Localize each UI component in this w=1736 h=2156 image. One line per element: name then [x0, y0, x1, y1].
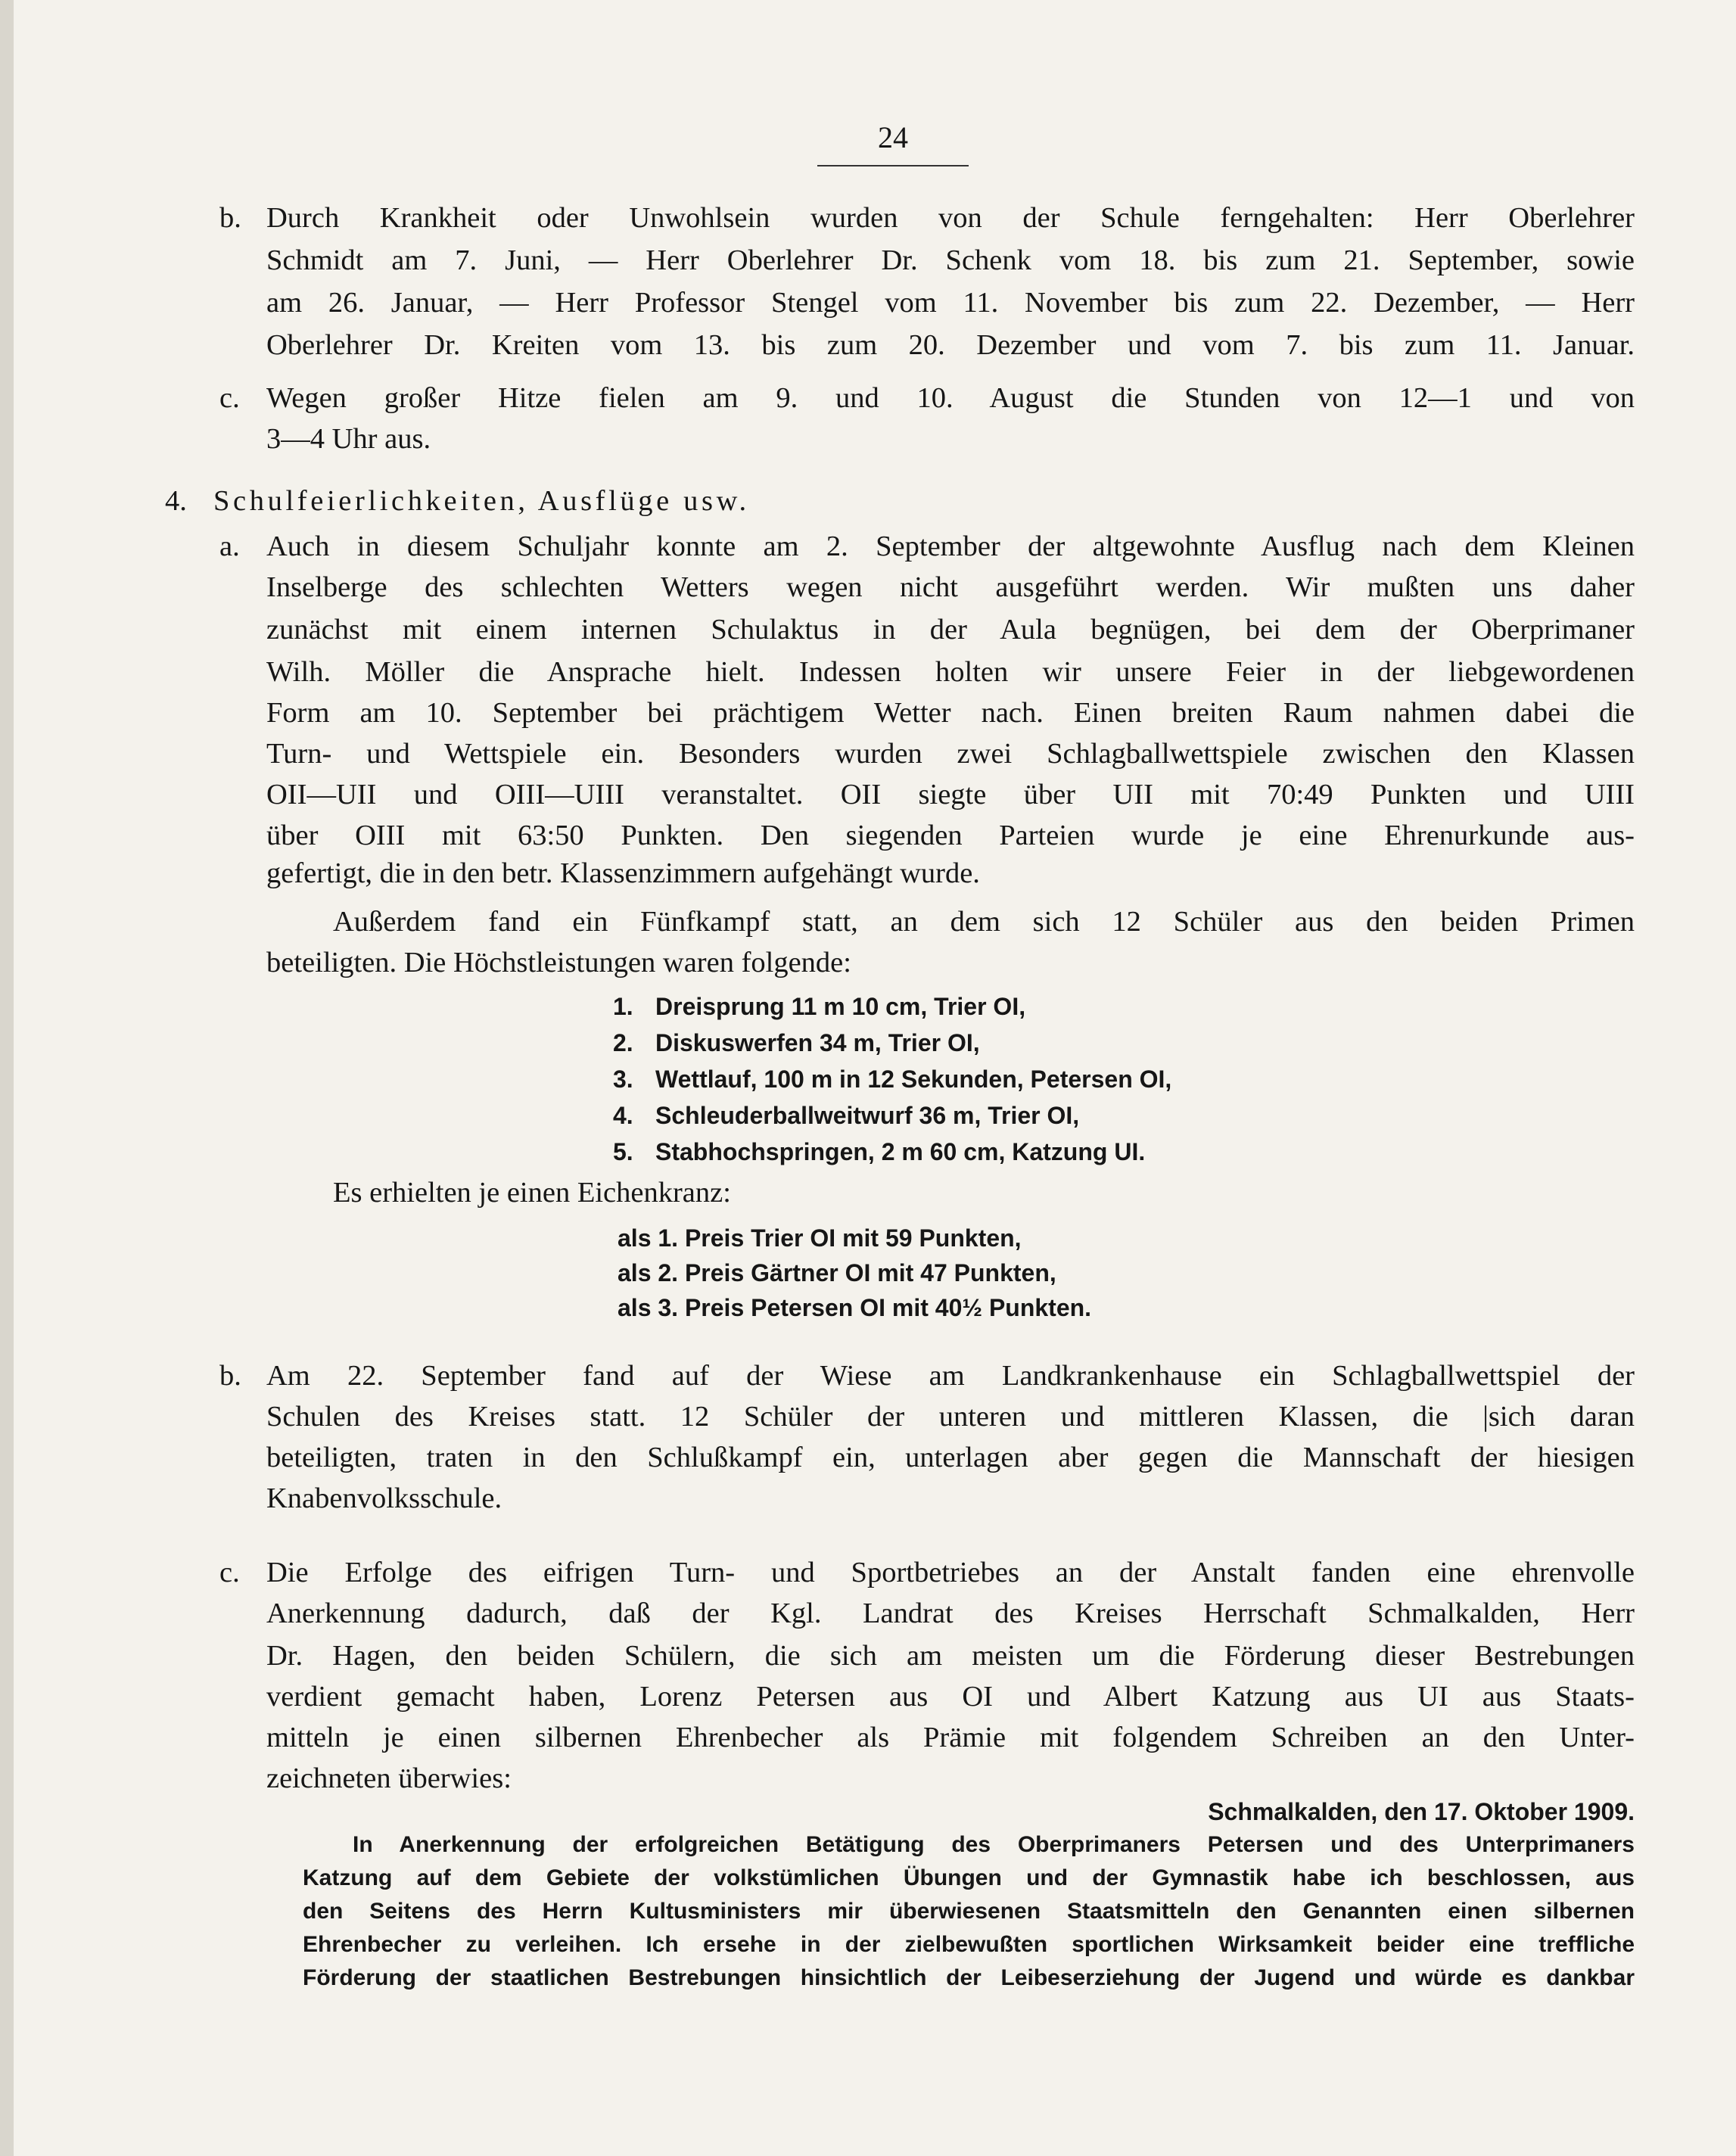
section-4-a-line-5: Form am 10. September bei prächtigem Wetter nach. Einen breiten Raum nahmen dabei die	[266, 697, 1635, 729]
record-5-number: 5.	[613, 1138, 633, 1165]
section-4-title: Schulfeierlichkeiten, Ausflüge usw.	[213, 485, 750, 517]
section-4-b-line-4: Knabenvolksschule.	[266, 1482, 502, 1514]
section-4-c-line-6: zeichneten überwies:	[266, 1762, 512, 1794]
section-4-a-line-3: zunächst mit einem internen Schulaktus in der Aula begnügen, bei dem der Oberprimaner	[266, 614, 1635, 646]
letter-line-5: Förderung der staatlichen Bestrebungen hinsichtlich der Leibeserziehung der Jugend und würde es dankbar	[303, 1965, 1635, 1990]
eichenkranz-line: Es erhielten je einen Eichenkranz:	[333, 1177, 731, 1209]
item-b-line-3: am 26. Januar, — Herr Professor Stengel vom 11. November bis zum 22. Dezember, — Herr	[266, 287, 1635, 319]
item-c-label: c.	[219, 382, 240, 414]
scan-gutter	[0, 0, 14, 2156]
section-4-c-line-1: Die Erfolge des eifrigen Turn- und Sportbetriebes an der Anstalt fanden eine ehrenvolle	[266, 1557, 1635, 1588]
record-1	[613, 987, 1025, 1026]
section-4-c-line-4: verdient gemacht haben, Lorenz Petersen aus OI und Albert Katzung aus UI aus Staats-	[266, 1681, 1635, 1713]
section-4-number: 4.	[165, 485, 187, 517]
record-2-text: Diskuswerfen 34 m, Trier OI,	[655, 1029, 980, 1056]
section-4-a-line-9: gefertigt, die in den betr. Klassenzimmern aufgehängt wurde.	[266, 857, 980, 889]
letter-line-4: Ehrenbecher zu verleihen. Ich ersehe in der zielbewußten sportlichen Wirksamkeit beider eine treffliche	[303, 1932, 1635, 1957]
record-1-number: 1.	[613, 993, 633, 1020]
record-5	[613, 1132, 1145, 1171]
section-4-b-line-1: Am 22. September fand auf der Wiese am Landkrankenhause ein Schlagballwettspiel der	[266, 1360, 1635, 1392]
record-2	[613, 1023, 980, 1062]
record-1-text: Dreisprung 11 m 10 cm, Trier OI,	[655, 993, 1026, 1020]
record-2-number: 2.	[613, 1029, 633, 1056]
record-4-number: 4.	[613, 1102, 633, 1129]
letter-line-1: In Anerkennung der erfolgreichen Betätigung des Oberprimaners Petersen und des Unterprimaners	[353, 1832, 1635, 1857]
section-4-c-line-3: Dr. Hagen, den beiden Schülern, die sich am meisten um die Förderung dieser Bestrebungen	[266, 1640, 1635, 1672]
prize-3: als 3. Preis Petersen OI mit 40½ Punkten.	[618, 1294, 1092, 1321]
section-4-c-label: c.	[219, 1557, 240, 1588]
section-4-a-line-4: Wilh. Möller die Ansprache hielt. Indessen holten wir unsere Feier in der liebgewordenen	[266, 656, 1635, 688]
letter-date: Schmalkalden, den 17. Oktober 1909.	[1208, 1798, 1635, 1825]
section-4-a-line-6: Turn- und Wettspiele ein. Besonders wurden zwei Schlagballwettspiele zwischen den Klassen	[266, 738, 1635, 770]
section-4-a-label: a.	[219, 530, 240, 562]
record-4	[613, 1096, 1079, 1135]
letter-line-2: Katzung auf dem Gebiete der volkstümlichen Übungen und der Gymnastik habe ich beschlossen, aus	[303, 1865, 1635, 1890]
section-4-a-line-8: über OIII mit 63:50 Punkten. Den siegenden Parteien wurde je eine Ehrenurkunde aus-	[266, 820, 1635, 851]
prize-2: als 2. Preis Gärtner OI mit 47 Punkten,	[618, 1259, 1056, 1286]
section-4-c-line-5: mitteln je einen silbernen Ehrenbecher als Prämie mit folgendem Schreiben an den Unter-	[266, 1722, 1635, 1753]
page-number-rule	[817, 165, 969, 166]
section-4-b-line-3: beteiligten, traten in den Schlußkampf ein, unterlagen aber gegen die Mannschaft der hiesigen	[266, 1442, 1635, 1473]
page-number: 24	[878, 120, 908, 154]
item-c-line-1: Wegen großer Hitze fielen am 9. und 10. August die Stunden von 12—1 und von	[266, 382, 1635, 414]
record-3-number: 3.	[613, 1066, 633, 1093]
fuenfkampf-line-2: beteiligten. Die Höchstleistungen waren folgende:	[266, 947, 851, 978]
section-4-a-line-7: OII—UII und OIII—UIII veranstaltet. OII siegte über UII mit 70:49 Punkten und UIII	[266, 779, 1635, 810]
section-4-b-label: b.	[219, 1360, 241, 1392]
item-b-label: b.	[219, 202, 241, 234]
section-4-b-line-2: Schulen des Kreises statt. 12 Schüler der unteren und mittleren Klassen, die |sich daran	[266, 1401, 1635, 1433]
item-b-line-4: Oberlehrer Dr. Kreiten vom 13. bis zum 20. Dezember und vom 7. bis zum 11. Januar.	[266, 329, 1635, 361]
fuenfkampf-line-1: Außerdem fand ein Fünfkampf statt, an dem sich 12 Schüler aus den beiden Primen	[333, 906, 1635, 938]
prize-1: als 1. Preis Trier OI mit 59 Punkten,	[618, 1224, 1022, 1252]
item-b-line-2: Schmidt am 7. Juni, — Herr Oberlehrer Dr. Schenk vom 18. bis zum 21. September, sowie	[266, 244, 1635, 276]
section-4-c-line-2: Anerkennung dadurch, daß der Kgl. Landrat des Kreises Herrschaft Schmalkalden, Herr	[266, 1598, 1635, 1629]
record-3	[613, 1059, 1171, 1099]
letter-line-3: den Seitens des Herrn Kultusministers mir überwiesenen Staatsmitteln den Genannten einen silbernen	[303, 1899, 1635, 1924]
record-5-text: Stabhochspringen, 2 m 60 cm, Katzung UI.	[655, 1138, 1146, 1165]
record-3-text: Wettlauf, 100 m in 12 Sekunden, Petersen OI,	[655, 1066, 1172, 1093]
item-b-line-1: Durch Krankheit oder Unwohlsein wurden von der Schule ferngehalten: Herr Oberlehrer	[266, 202, 1635, 234]
section-4-a-line-2: Inselberge des schlechten Wetters wegen nicht ausgeführt werden. Wir mußten uns daher	[266, 571, 1635, 603]
record-4-text: Schleuderballweitwurf 36 m, Trier OI,	[655, 1102, 1080, 1129]
section-4-a-line-1: Auch in diesem Schuljahr konnte am 2. September der altgewohnte Ausflug nach dem Kleinen	[266, 530, 1635, 562]
item-c-line-2: 3—4 Uhr aus.	[266, 423, 431, 455]
